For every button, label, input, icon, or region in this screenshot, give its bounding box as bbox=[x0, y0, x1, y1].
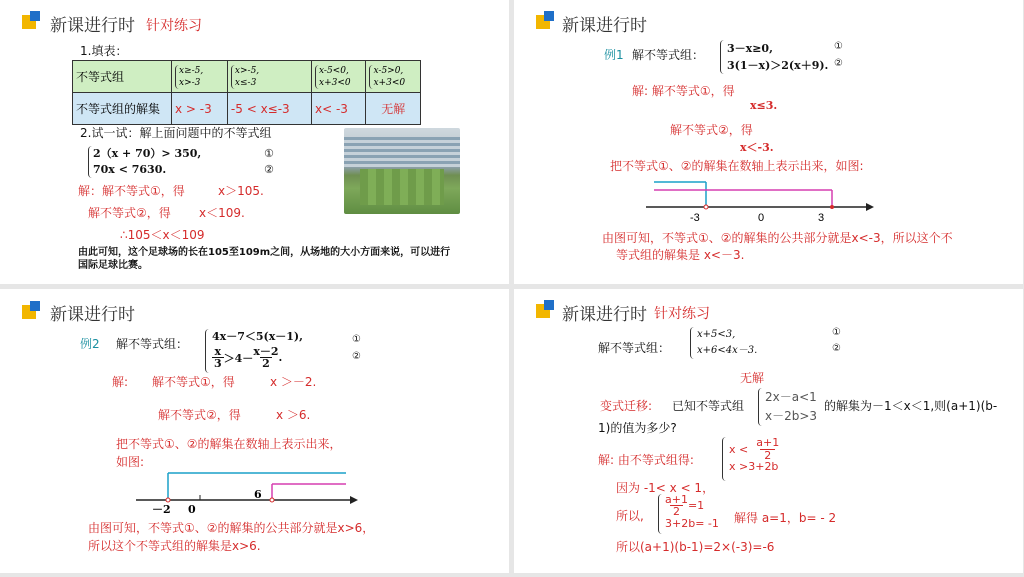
axis-tick-label: 6 bbox=[254, 488, 262, 501]
equation-marks: ① ② bbox=[832, 327, 841, 354]
logo-icon bbox=[22, 301, 44, 323]
slide-panel-2 bbox=[514, 0, 1023, 284]
solution-line: 解得 a=1，b= - 2 bbox=[734, 511, 837, 525]
example-text: 解不等式组： bbox=[632, 48, 705, 62]
logo-icon bbox=[536, 11, 558, 33]
table-cell: x< -3 bbox=[312, 93, 366, 125]
question-1: 1.填表： bbox=[80, 44, 128, 58]
inequality-system: 3－x≥0, 3(1－x)＞2(x＋9). bbox=[720, 40, 828, 74]
variant-text: 的解集为－1＜x＜1,则(a+1)(b- bbox=[824, 399, 998, 413]
table-cell: 无解 bbox=[366, 93, 421, 125]
conclusion: 由此可知，这个足球场的长在105至109m之间，从场地的大小方面来说，可以进行 国际足球比赛。 bbox=[78, 247, 451, 271]
question-text: 解不等式组： bbox=[598, 341, 671, 355]
table-row-label: 不等式组 bbox=[73, 61, 172, 93]
variant-system: 2x－a<1 x－2b>3 bbox=[758, 388, 817, 426]
solution-label: 解: bbox=[112, 375, 129, 389]
answer: 无解 bbox=[740, 371, 765, 385]
solution-value: x＜-3. bbox=[740, 141, 774, 154]
open-point bbox=[270, 498, 274, 502]
closed-point bbox=[830, 205, 834, 209]
axis-tick-label: 0 bbox=[188, 503, 196, 515]
slide-panel-4 bbox=[514, 289, 1023, 573]
axis-tick-label: －2 bbox=[152, 503, 171, 515]
open-point bbox=[704, 205, 708, 209]
panel-tag: 针对练习 bbox=[146, 18, 202, 34]
solution-system: x < a+1 2 x >3+2b bbox=[722, 437, 779, 481]
final-result: 所以(a+1)(b-1)=2×(-3)=-6 bbox=[616, 540, 775, 554]
logo-icon bbox=[536, 300, 558, 322]
conclusion: 由图可知，不等式①、②的解集的公共部分就是x>6， 所以这个不等式组的解集是x>6. bbox=[88, 521, 375, 553]
result-system: $\frac{a+1}{2}$ =1 3+2b= -1 bbox=[658, 494, 719, 534]
variant-text: 已知不等式组 bbox=[672, 399, 745, 413]
panel-title: 新课进行时 bbox=[50, 16, 135, 36]
solution-line: 因为 -1< x < 1， bbox=[616, 481, 715, 495]
conclusion: 由图可知，不等式①、②的解集的公共部分就是x<-3，所以这个不 等式组的解集是 x<－3. bbox=[602, 231, 953, 262]
number-line-intro: 把不等式①、②的解集在数轴上表示出来，如图: bbox=[610, 159, 864, 173]
number-line-intro: 如图: bbox=[116, 455, 145, 469]
solution-line: 解：解不等式①，得 bbox=[78, 184, 185, 198]
question-2: 2.试一试：解上面问题中的不等式组 bbox=[80, 126, 272, 140]
solution-line: 解不等式②，得 bbox=[88, 206, 171, 220]
table-cell: x > -3 bbox=[172, 93, 228, 125]
variant-label: 变式迁移: bbox=[600, 399, 653, 413]
panel-tag: 针对练习 bbox=[654, 306, 710, 322]
open-point bbox=[166, 498, 170, 502]
number-line-diagram bbox=[642, 174, 880, 226]
number-line-intro: 把不等式①、②的解集在数轴上表示出来， bbox=[116, 437, 342, 451]
solution-value: x ＞－2. bbox=[270, 375, 317, 389]
axis-arrow-icon bbox=[350, 496, 358, 504]
inequality-system: 4x－7＜5(x－1), x 3 ＞4－ x－2 2 . bbox=[205, 329, 303, 373]
inequality-system: 2（x + 70）> 350, 70x < 7630. bbox=[88, 146, 201, 178]
solution-line: 所以, bbox=[616, 509, 644, 523]
table-cell: -5 < x≤-3 bbox=[227, 93, 311, 125]
solution-line: 解不等式②，得 bbox=[670, 123, 753, 137]
solution-line: 解不等式②，得 bbox=[158, 408, 241, 422]
slide-panel-1 bbox=[0, 0, 509, 284]
table-row-label: 不等式组的解集 bbox=[73, 93, 172, 125]
number-line-diagram bbox=[130, 467, 360, 515]
equation-marks: ① ② bbox=[352, 334, 361, 362]
solution-value: x＜109. bbox=[199, 206, 245, 220]
inequality-system: x+5<3, x+6<4x－3. bbox=[690, 327, 757, 359]
solution-result: ∴105＜x＜109 bbox=[120, 228, 205, 242]
logo-icon bbox=[22, 11, 44, 33]
solution-line: 解不等式①，得 bbox=[152, 375, 235, 389]
axis-tick-label: -3 bbox=[690, 212, 700, 224]
example-label: 例1 bbox=[604, 48, 624, 62]
slide-panel-3 bbox=[0, 289, 509, 573]
stadium-image bbox=[344, 128, 460, 214]
axis-tick-label: 0 bbox=[758, 212, 765, 224]
variant-text: 1)的值为多少? bbox=[598, 421, 677, 435]
axis-tick-label: 3 bbox=[818, 212, 825, 224]
example-text: 解不等式组： bbox=[116, 337, 189, 351]
panel-title: 新课进行时 bbox=[562, 16, 647, 36]
axis-arrow-icon bbox=[866, 203, 874, 211]
example-label: 例2 bbox=[80, 337, 100, 351]
panel-title: 新课进行时 bbox=[50, 305, 135, 325]
equation-marks: ① ② bbox=[264, 147, 274, 176]
fill-table: 不等式组 x≥-5, x>-3 x>-5, x≤-3 x-5<0, x+3<0 x-5>0, x+3<0 不等式组的解集 x > -3 -5 < x≤-3 x< -3 无解 bbox=[72, 60, 421, 125]
solution-value: x＞105. bbox=[218, 184, 264, 198]
solution-label: 解: 由不等式组得: bbox=[598, 453, 694, 467]
equation-marks: ① ② bbox=[834, 41, 843, 69]
solution-value: x≤3. bbox=[750, 99, 778, 112]
solution-line: 解: 解不等式①，得 bbox=[632, 84, 735, 98]
solution-value: x ＞6. bbox=[276, 408, 311, 422]
panel-title: 新课进行时 bbox=[562, 305, 647, 325]
